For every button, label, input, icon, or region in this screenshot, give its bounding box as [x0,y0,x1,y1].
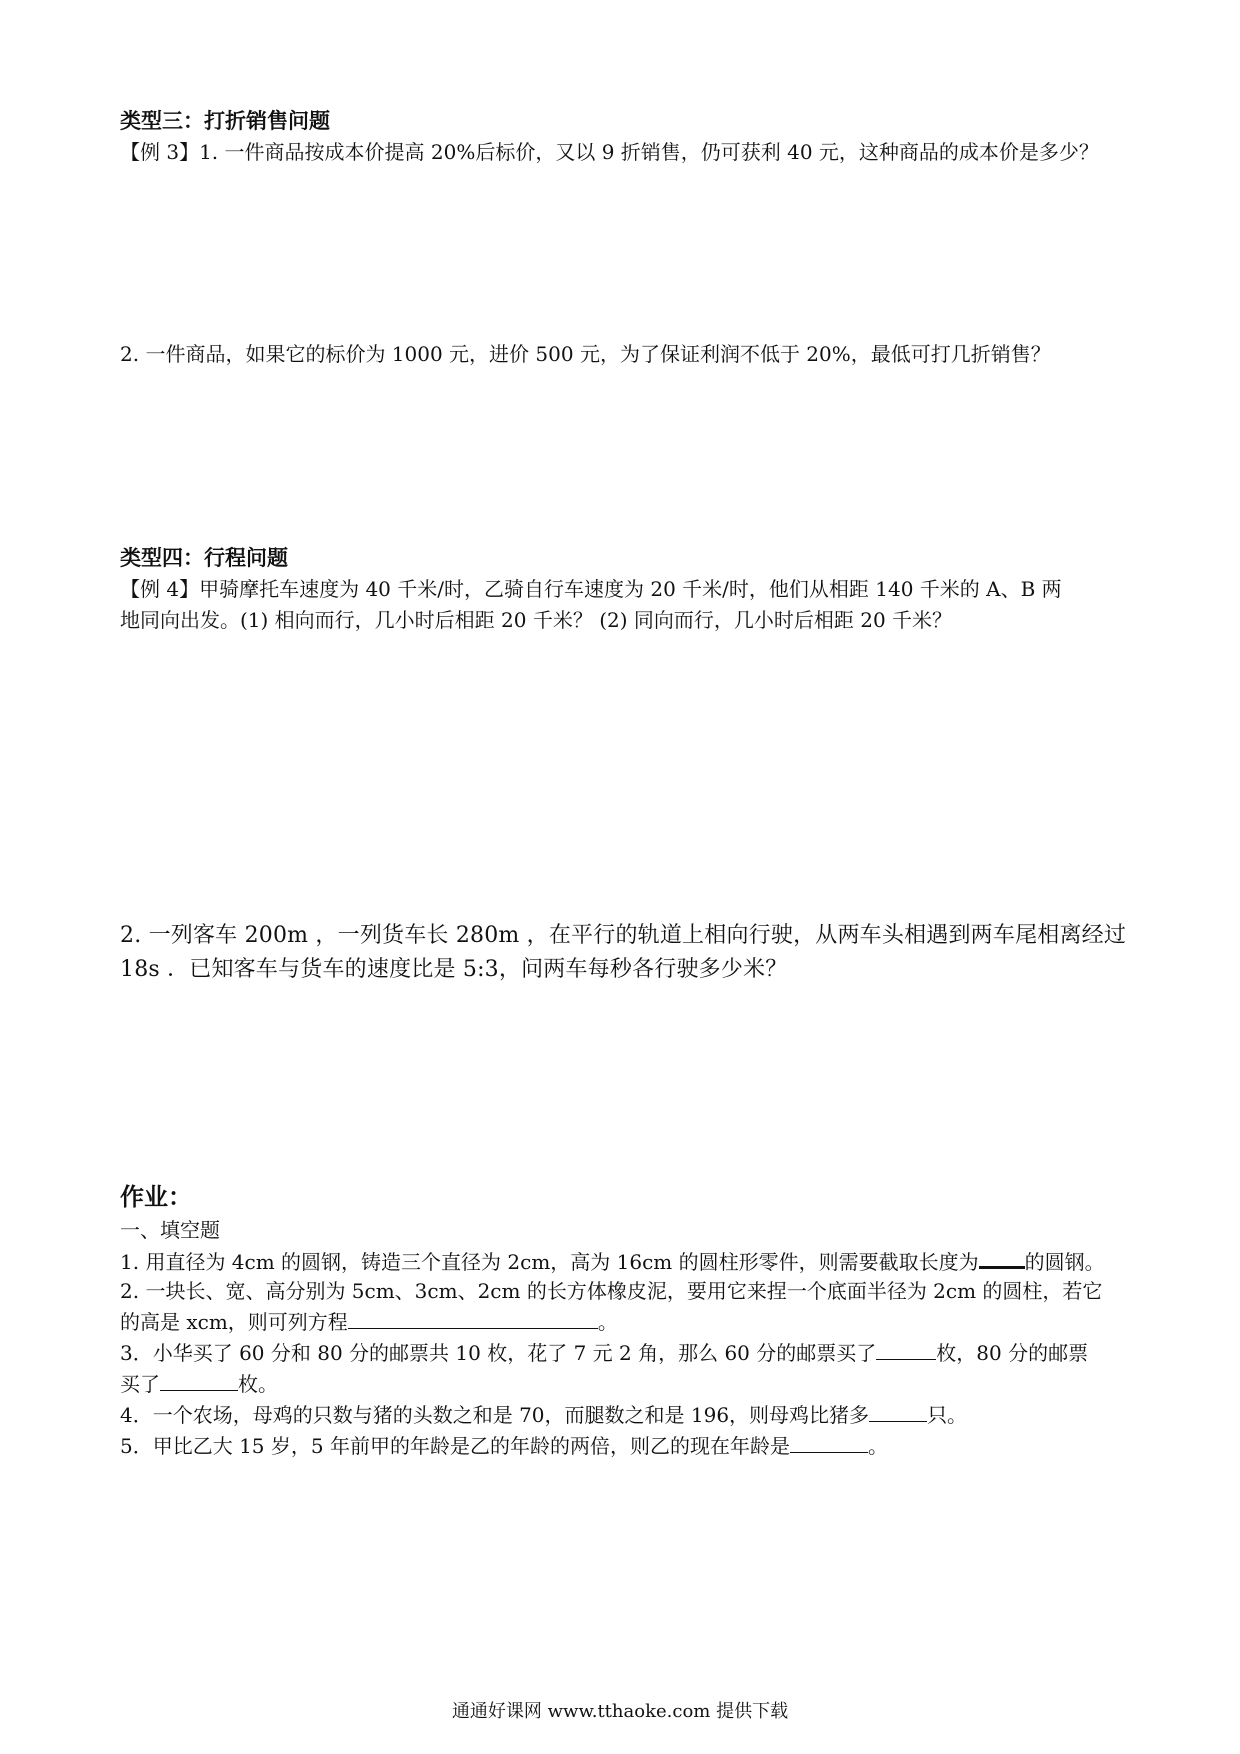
homework-item-5-text-b: 。 [867,1434,888,1458]
homework-item-3-line2 [120,1370,1130,1398]
example4-question2-line1: 2. 一列客车 200m ，一列货车长 280m ，在平行的轨道上相向行驶，从两车头相遇到两车尾相离经过 [120,923,1127,948]
homework-item-1-text-b: 的圆钢。 [1024,1250,1105,1274]
homework-item-4-text-a: 4．一个农场，母鸡的只数与猪的头数之和是 70，而腿数之和是 196，则母鸡比猪多 [120,1403,870,1427]
homework-item-2-line2 [120,1308,1130,1336]
answer-blank-1[interactable] [979,1246,1025,1269]
section-heading-type4: 类型四：行程问题 [120,545,288,570]
homework-item-1 [120,1246,1130,1276]
section-heading-type3: 类型三：打折销售问题 [120,108,330,133]
example3-question1: 【例 3】1. 一件商品按成本价提高 20%后标价，又以 9 折销售，仍可获利 40 元，这种商品的成本价是多少？ [120,140,1099,164]
homework-item-3-text-a: 3．小华买了 60 分和 80 分的邮票共 10 枚，花了 7 元 2 角，那么 60 分的邮票买了 [120,1341,877,1365]
homework-item-3-text-b: 枚，80 分的邮票 [936,1341,1089,1365]
homework-item-1-text-a: 1. 用直径为 4cm 的圆钢，铸造三个直径为 2cm，高为 16cm 的圆柱形零件，则需要截取长度为 [120,1250,979,1274]
homework-item-5-text-a: 5．甲比乙大 15 岁，5 年前甲的年龄是乙的年龄的两倍，则乙的现在年龄是 [120,1434,790,1458]
homework-item-2-text-b: 。 [597,1310,618,1334]
homework-item-3-text-c: 买了 [120,1372,160,1396]
answer-blank-5[interactable] [790,1432,868,1453]
homework-item-5 [120,1432,1130,1460]
answer-blank-3b[interactable] [160,1370,238,1391]
page-footer: 通通好课网 www.tthaoke.com 提供下载 [451,1701,789,1722]
answer-blank-2[interactable] [348,1308,598,1329]
homework-item-3-line1 [120,1339,1130,1367]
homework-heading: 作业： [120,1182,192,1211]
homework-item-2-text-a: 的高是 xcm，则可列方程 [120,1310,348,1334]
answer-blank-3a[interactable] [876,1339,936,1360]
example3-question2: 2. 一件商品，如果它的标价为 1000 元，进价 500 元，为了保证利润不低于 20%，最低可打几折销售？ [120,342,1051,366]
example4-question1-line1: 【例 4】甲骑摩托车速度为 40 千米/时，乙骑自行车速度为 20 千米/时，他们从相距 140 千米的 A、B 两 [120,577,1062,601]
homework-subheading: 一、填空题 [120,1218,220,1242]
homework-item-4-text-b: 只。 [927,1403,968,1427]
example4-question1-line2: 地同向出发。(1) 相向而行，几小时后相距 20 千米？ (2) 同向而行，几小时后相距 20 千米？ [120,608,953,632]
answer-blank-4[interactable] [869,1401,927,1422]
homework-item-4 [120,1401,1130,1429]
homework-item-3-text-d: 枚。 [238,1372,278,1396]
homework-item-2-line1: 2. 一块长、宽、高分别为 5cm、3cm、2cm 的长方体橡皮泥，要用它来捏一个底面半径为 2cm 的圆柱，若它 [120,1279,1103,1303]
example4-question2-line2: 18s ．已知客车与货车的速度比是 5:3，问两车每秒各行驶多少米？ [120,957,788,982]
